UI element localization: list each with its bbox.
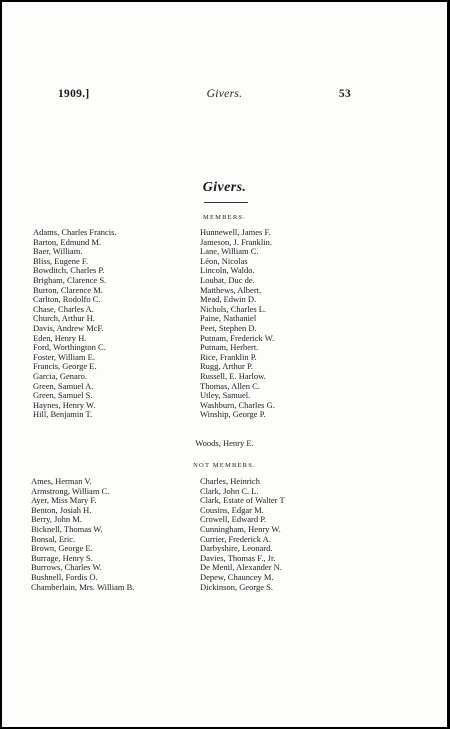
list-item: Rugg, Arthur P. (200, 361, 253, 372)
list-item: Armstrong, William C. (31, 485, 110, 496)
list-item: Hunnewell, James F. (200, 227, 271, 237)
list-item: Ayer, Miss Mary F. (31, 495, 97, 506)
list-item: Green, Samuel S. (33, 390, 93, 401)
list-item: Putnam, Herbert. (200, 342, 259, 353)
list-item: Clark, Estate of Walter T (200, 495, 285, 506)
list-item: Depew, Chauncey M. (200, 571, 274, 582)
list-item: Church, Arthur H. (33, 313, 95, 324)
members-right-column (200, 228, 275, 420)
list-item: Barton, Edmund M. (33, 236, 101, 247)
list-item: Charles, Heinrich (200, 476, 260, 486)
not-members-right-column (200, 477, 285, 592)
list-item: Benton, Josiah H. (31, 504, 92, 515)
header-page-number: 53 (338, 88, 351, 100)
list-item: Chamberlain, Mrs. William B. (31, 581, 135, 592)
list-item: Davies, Thomas F., Jr. (200, 552, 276, 563)
list-item: Eden, Henry H. (33, 332, 87, 343)
list-item: Currier, Frederick A. (200, 533, 271, 544)
list-item: Green, Samuel A. (33, 380, 94, 391)
list-item: Davis, Andrew McF. (33, 322, 104, 333)
document-page (2, 2, 447, 727)
list-item: Burton, Clarence M. (33, 284, 103, 295)
list-item: Francis, George E. (33, 361, 97, 372)
list-item: Darbyshire, Leonard. (200, 543, 273, 554)
list-item: Ames, Herman V. (31, 476, 92, 486)
list-item: Carlton, Rodolfo C. (33, 294, 101, 305)
list-item: Loubat, Duc de. (200, 274, 255, 285)
list-item: Léon, Nicolas (200, 255, 248, 266)
list-item: Putnam, Frederick W. (200, 332, 275, 343)
list-item: Russell, E. Harlow. (200, 370, 266, 381)
list-item: Winship, George P. (200, 409, 266, 420)
list-item: Utley, Samuel. (200, 390, 251, 401)
list-item: Burrows, Charles W. (31, 562, 102, 573)
list-item: Dickinson, George S. (200, 581, 274, 592)
list-item: Lane, William C. (200, 246, 259, 257)
page-title: Givers. (202, 180, 247, 195)
list-item: Adams, Charles Francis. (33, 227, 117, 237)
members-last-entry: Woods, Henry E. (195, 438, 254, 448)
list-item: Baer, William. (33, 246, 83, 257)
list-item: De Menil, Alexander N. (200, 562, 282, 573)
members-heading: MEMBERS. (202, 214, 246, 221)
list-item: Rice, Franklin P. (200, 351, 257, 362)
list-item: Washburn, Charles G. (200, 399, 275, 410)
list-item: Brown, George E. (31, 543, 93, 554)
not-members-heading: NOT MEMBERS. (193, 462, 256, 469)
list-item: Foster, William E. (33, 351, 95, 362)
list-item: Thomas, Allen C. (200, 380, 260, 391)
list-item: Brigham, Clarence S. (33, 274, 107, 285)
members-left-column (33, 228, 117, 420)
list-item: Peet, Stephen D. (200, 322, 257, 333)
list-item: Lincoln, Waldo. (200, 265, 255, 276)
list-item: Clark, John C. L. (200, 485, 259, 496)
list-item: Bliss, Eugene F. (33, 255, 89, 266)
list-item: Garcia, Genaro. (33, 370, 88, 381)
header-year: 1909.] (58, 88, 90, 100)
list-item: Jameson, J. Franklin. (200, 236, 273, 247)
header-running-title: Givers. (206, 88, 243, 100)
list-item: Matthews, Albert. (200, 284, 262, 295)
not-members-left-column (31, 477, 134, 592)
title-rule (204, 202, 248, 203)
list-item: Bonsal, Eric. (31, 533, 76, 544)
list-item: Ford, Worthington C. (33, 342, 106, 353)
list-item: Haynes, Henry W. (33, 399, 96, 410)
list-item: Bicknell, Thomas W. (31, 523, 103, 534)
list-item: Paine, Nathaniel (200, 313, 257, 324)
list-item: Bushnell, Fordis O. (31, 571, 98, 582)
list-item: Mead, Edwin D. (200, 294, 257, 305)
list-item: Crowell, Edward P. (200, 514, 267, 525)
list-item: Burrage, Henry S. (31, 552, 93, 563)
list-item: Hill, Benjamin T. (33, 409, 93, 420)
list-item: Cunningham, Henry W. (200, 523, 281, 534)
list-item: Cousins, Edgar M. (200, 504, 264, 515)
list-item: Berry, John M. (31, 514, 82, 525)
list-item: Nichols, Charles L. (200, 303, 267, 314)
list-item: Chase, Charles A. (33, 303, 94, 314)
list-item: Bowditch, Charles P. (33, 265, 105, 276)
